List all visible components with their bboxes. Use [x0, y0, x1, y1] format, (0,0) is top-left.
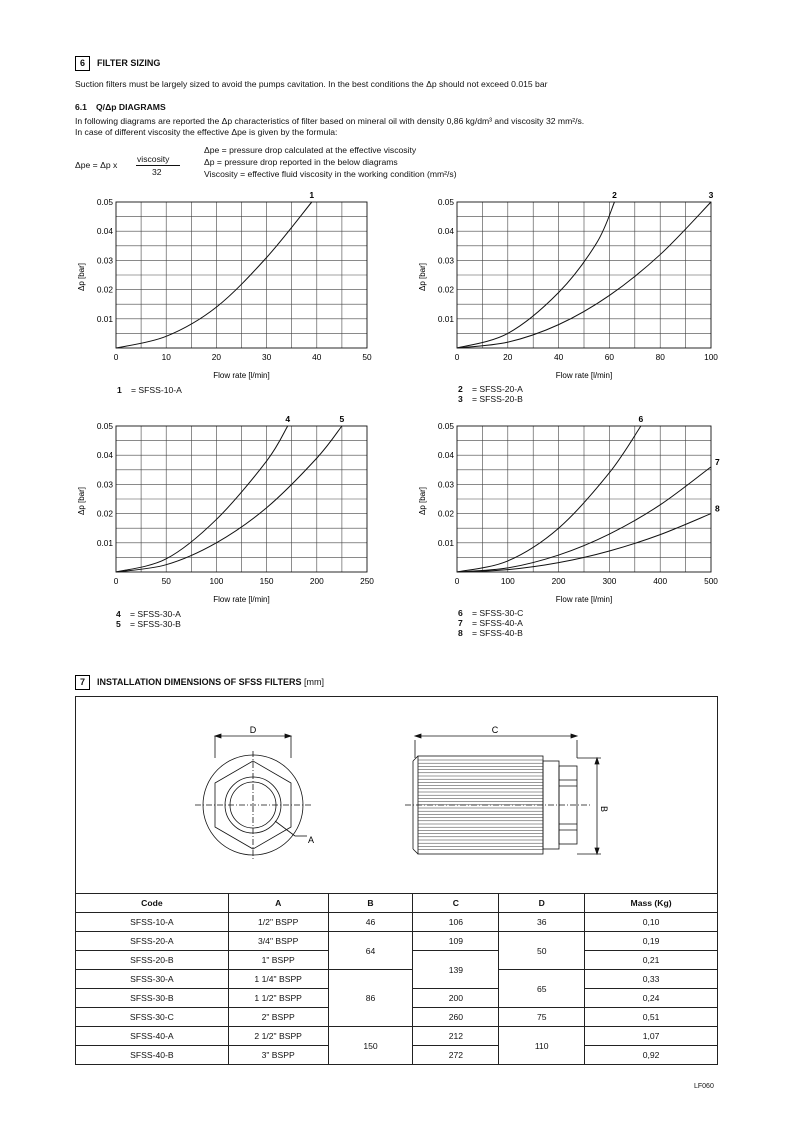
x-tick-label: 30 [261, 352, 272, 362]
formula-def-1: Δpe = pressure drop calculated at the effective viscosity [204, 145, 417, 155]
legend-chart-3 [116, 609, 181, 629]
legend-item: 3 = SFSS-20-B [458, 394, 523, 404]
x-tick-label: 60 [604, 352, 615, 362]
diagram-intro-line1: In following diagrams are reported the Δp characteristics of filter based on mineral oil with density 0,86 kg/dm³ and viscosity 32 mm²/s. [75, 116, 585, 126]
formula-def-2: Δp = pressure drop reported in the below diagrams [204, 157, 398, 167]
intro-text: Suction filters must be largely sized to avoid the pumps cavitation. In the best conditions the Δp should not exceed 0.015 bar [75, 79, 548, 89]
section-number: 7 [75, 675, 90, 690]
x-axis-label: Flow rate [l/min] [213, 371, 270, 380]
y-tick-label: 0.01 [437, 313, 454, 324]
legend-item: 8 = SFSS-40-B [458, 628, 523, 638]
x-tick-label: 100 [209, 576, 224, 586]
cell-a: 1 1/4" BSPP [228, 970, 328, 989]
cell-c: 200 [413, 989, 499, 1008]
cell-mass: 0,19 [585, 932, 718, 951]
x-tick-label: 20 [211, 352, 222, 362]
section-title-text: INSTALLATION DIMENSIONS OF SFSS FILTERS [97, 677, 302, 687]
dim-label-d: D [249, 725, 257, 735]
diagram-intro-line2: In case of different viscosity the effective Δpe is given by the formula: [75, 127, 338, 137]
cell-c: 260 [413, 1008, 499, 1027]
cell-c: 106 [413, 913, 499, 932]
cell-mass: 0,10 [585, 913, 718, 932]
y-tick-label: 0.02 [437, 508, 454, 519]
cell-mass: 0,51 [585, 1008, 718, 1027]
cell-d: 75 [499, 1008, 585, 1027]
y-tick-label: 0.03 [437, 479, 454, 490]
x-tick-label: 300 [602, 576, 617, 586]
series-label: 5 [339, 414, 345, 424]
series-label: 8 [715, 503, 720, 514]
cell-code: SFSS-40-A [76, 1027, 229, 1046]
y-tick-label: 0.03 [437, 255, 454, 266]
x-tick-label: 0 [454, 352, 460, 362]
section-title: FILTER SIZING [97, 58, 161, 68]
cell-a: 3/4" BSPP [228, 932, 328, 951]
x-tick-label: 100 [500, 576, 515, 586]
y-tick-label: 0.04 [437, 450, 454, 461]
side-view [405, 734, 601, 854]
cell-d: 110 [499, 1027, 585, 1065]
legend-item: 4 = SFSS-30-A [116, 609, 181, 619]
subsection-title: Q/Δp DIAGRAMS [96, 102, 166, 112]
front-view [195, 734, 311, 860]
dim-label-c: C [491, 725, 499, 735]
y-axis-label: Δp [bar] [418, 486, 427, 516]
x-tick-label: 250 [360, 576, 374, 586]
x-tick-label: 40 [553, 352, 564, 362]
table-header-row [76, 894, 718, 913]
series-label: 7 [715, 456, 720, 467]
y-tick-label: 0.01 [437, 537, 454, 548]
y-tick-label: 0.05 [96, 421, 113, 431]
x-tick-label: 40 [312, 352, 322, 362]
dim-label-a: A [308, 835, 315, 845]
y-tick-label: 0.05 [96, 197, 113, 207]
series-label: 6 [638, 414, 644, 424]
y-tick-label: 0.05 [437, 421, 454, 431]
y-tick-label: 0.01 [96, 313, 113, 324]
filter-drawing [75, 696, 718, 893]
col-header: B [328, 894, 413, 913]
section-title-unit: [mm] [304, 677, 325, 687]
section-title [97, 677, 324, 687]
table-row [76, 1027, 718, 1046]
col-header: C [413, 894, 499, 913]
cell-d: 36 [499, 913, 585, 932]
x-tick-label: 400 [653, 576, 668, 586]
y-tick-label: 0.05 [437, 197, 454, 207]
formula-numerator: viscosity [137, 154, 170, 164]
cell-b: 150 [328, 1027, 413, 1065]
y-tick-label: 0.02 [96, 508, 113, 519]
formula-denominator: 32 [152, 167, 162, 177]
table-row [76, 932, 718, 951]
y-tick-label: 0.04 [96, 450, 113, 461]
x-axis-label: Flow rate [l/min] [555, 371, 613, 380]
y-tick-label: 0.04 [96, 226, 113, 237]
x-tick-label: 10 [161, 352, 171, 362]
y-tick-label: 0.01 [96, 537, 113, 548]
cell-a: 2" BSPP [228, 1008, 328, 1027]
section-number: 6 [75, 56, 90, 71]
x-tick-label: 200 [309, 576, 324, 586]
series-label: 2 [612, 190, 617, 200]
cell-b: 64 [328, 932, 413, 970]
x-axis-label: Flow rate [l/min] [555, 595, 613, 604]
cell-code: SFSS-30-B [76, 989, 229, 1008]
col-header: D [499, 894, 585, 913]
legend-item: 5 = SFSS-30-B [116, 619, 181, 629]
cell-c: 212 [413, 1027, 499, 1046]
y-tick-label: 0.02 [96, 284, 113, 295]
cell-a: 1/2" BSPP [228, 913, 328, 932]
cell-d: 50 [499, 932, 585, 970]
subsection-number: 6.1 [75, 102, 87, 112]
cell-mass: 0,24 [585, 989, 718, 1008]
col-header: Code [76, 894, 229, 913]
filter-pleats [418, 760, 543, 850]
series-label: 4 [285, 414, 291, 424]
cell-d: 65 [499, 970, 585, 1008]
cell-b: 86 [328, 970, 413, 1027]
x-tick-label: 0 [113, 576, 119, 586]
legend-item: 1 = SFSS-10-A [117, 385, 182, 395]
cell-mass: 0,33 [585, 970, 718, 989]
col-header: Mass (Kg) [585, 894, 718, 913]
x-tick-label: 50 [362, 352, 372, 362]
x-tick-label: 20 [503, 352, 513, 362]
y-tick-label: 0.03 [96, 479, 113, 490]
footer-code: LF060 [694, 1083, 714, 1090]
cell-a: 3" BSPP [228, 1046, 328, 1065]
cell-code: SFSS-20-B [76, 951, 229, 970]
y-tick-label: 0.02 [437, 284, 454, 295]
legend-item: 2 = SFSS-20-A [458, 384, 523, 394]
x-tick-label: 200 [551, 576, 566, 586]
legend-chart-1 [117, 385, 182, 395]
y-axis-label: Δp [bar] [77, 486, 86, 516]
cell-c: 139 [413, 951, 499, 989]
formula-def-3: Viscosity = effective fluid viscosity in the working condition (mm²/s) [204, 169, 457, 179]
x-tick-label: 150 [259, 576, 274, 586]
y-axis-label: Δp [bar] [418, 262, 427, 292]
cell-b: 46 [328, 913, 413, 932]
x-tick-label: 100 [704, 352, 718, 362]
legend-chart-4 [458, 608, 523, 638]
x-tick-label: 500 [704, 576, 718, 586]
cell-a: 2 1/2" BSPP [228, 1027, 328, 1046]
dimensions-table [75, 893, 718, 1065]
y-tick-label: 0.03 [96, 255, 113, 266]
col-header: A [228, 894, 328, 913]
formula-lhs: Δpe = Δp x [75, 160, 118, 170]
cell-code: SFSS-30-A [76, 970, 229, 989]
x-tick-label: 0 [113, 352, 119, 362]
x-tick-label: 80 [655, 352, 665, 362]
x-axis-label: Flow rate [l/min] [213, 595, 270, 604]
cell-a: 1" BSPP [228, 951, 328, 970]
series-label: 1 [309, 190, 315, 200]
cell-mass: 0,21 [585, 951, 718, 970]
cell-a: 1 1/2" BSPP [228, 989, 328, 1008]
cell-code: SFSS-20-A [76, 932, 229, 951]
table-row [76, 970, 718, 989]
dim-label-b: B [599, 806, 609, 813]
cell-c: 109 [413, 932, 499, 951]
cell-code: SFSS-10-A [76, 913, 229, 932]
y-tick-label: 0.04 [437, 226, 454, 237]
x-tick-label: 50 [161, 576, 171, 586]
legend-chart-2 [458, 384, 523, 404]
legend-item: 6 = SFSS-30-C [458, 608, 524, 618]
series-label: 3 [708, 190, 714, 200]
cell-code: SFSS-40-B [76, 1046, 229, 1065]
y-axis-label: Δp [bar] [77, 262, 86, 292]
cell-mass: 1,07 [585, 1027, 718, 1046]
cell-code: SFSS-30-C [76, 1008, 229, 1027]
cell-mass: 0,92 [585, 1046, 718, 1065]
legend-item: 7 = SFSS-40-A [458, 618, 523, 628]
cell-c: 272 [413, 1046, 499, 1065]
table-row [76, 913, 718, 932]
x-tick-label: 0 [454, 576, 460, 586]
